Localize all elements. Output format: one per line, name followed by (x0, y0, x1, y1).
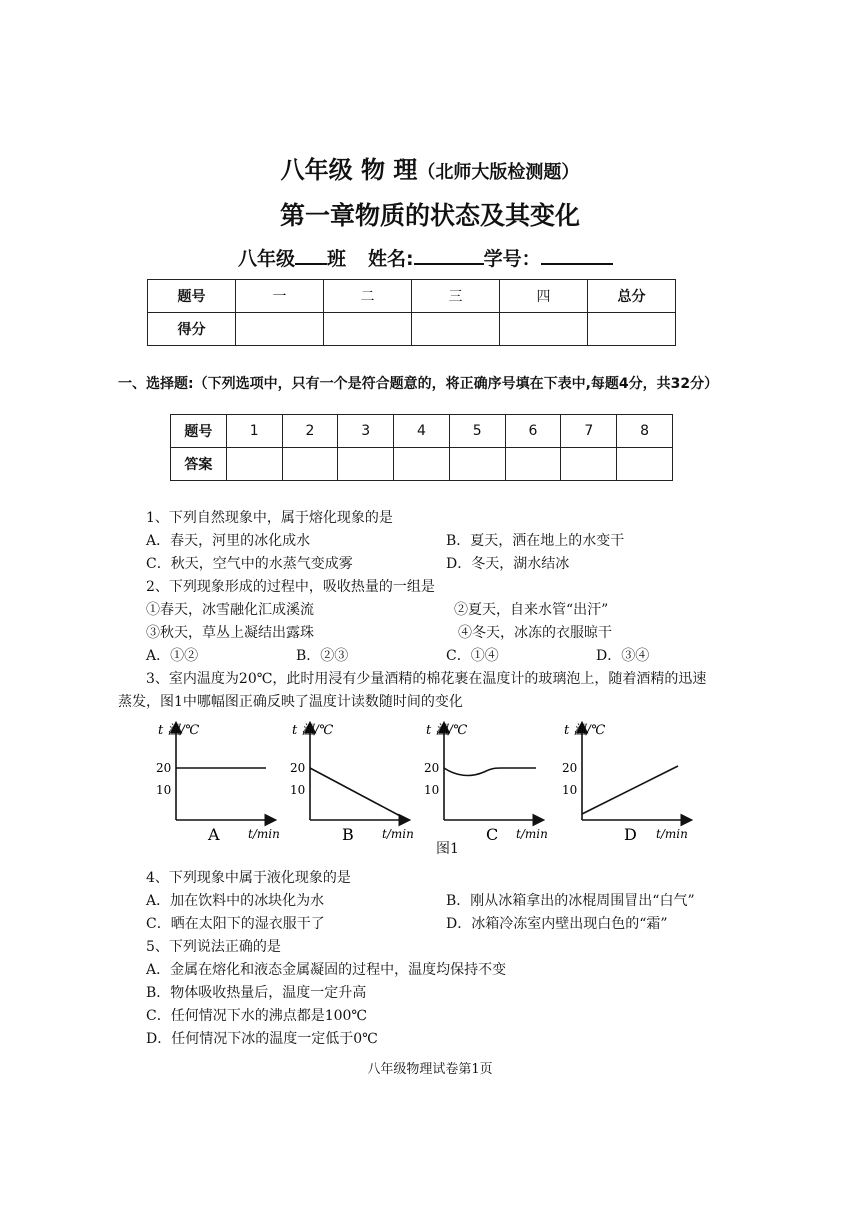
q5-stem: 5、下列说法正确的是 (146, 939, 281, 955)
panel-label-b: B (342, 825, 354, 844)
figure-caption: 图1 (436, 841, 459, 857)
score-table-header-cell: 一 (236, 280, 324, 313)
figure-1-temperature-graphs (150, 714, 710, 844)
q2-statement-4: ④冬天，冰冻的衣服晾干 (458, 625, 612, 641)
score-cell[interactable] (324, 313, 412, 346)
graph-panel-d (562, 723, 690, 844)
q1-option-b: B．夏天，洒在地上的水变干 (446, 533, 625, 549)
score-cell[interactable] (500, 313, 588, 346)
page-title (0, 150, 860, 185)
score-cell[interactable] (412, 313, 500, 346)
tick-label-10: 10 (290, 783, 306, 797)
section-heading: 一、选择题:（下列选项中，只有一个是符合题意的，将正确序号填在下表中,每题4分，共32分） (118, 376, 719, 392)
answer-table (170, 414, 673, 481)
answer-cell[interactable] (505, 448, 561, 481)
q2-option-a: A．①② (146, 648, 199, 664)
y-axis-label: t 温/℃ (564, 723, 606, 738)
y-axis-label: t 温/℃ (292, 723, 334, 738)
chapter-title: 第一章物质的状态及其变化 (279, 201, 580, 230)
score-table-header-cell: 总分 (588, 280, 676, 313)
panel-label-a: A (208, 825, 220, 844)
answer-table-header-cell: 4 (394, 415, 450, 448)
q5-option-b: B．物体吸收热量后，温度一定升高 (146, 985, 367, 1001)
q4-option-d: D．冰箱冷冻室内壁出现白色的“霜” (446, 916, 668, 932)
answer-row-label: 答案 (171, 448, 227, 481)
answer-cell[interactable] (394, 448, 450, 481)
q2-option-b: B．②③ (296, 648, 349, 664)
x-axis-label: t/min (656, 827, 688, 841)
x-axis-label: t/min (382, 827, 414, 841)
answer-table-header-cell: 3 (338, 415, 394, 448)
grade-label: 八年级 (238, 248, 296, 270)
q2-statement-3: ③秋天，草丛上凝结出露珠 (146, 625, 314, 641)
score-table-header-cell: 题号 (148, 280, 236, 313)
name-blank[interactable] (414, 245, 484, 265)
student-info-line (238, 244, 613, 271)
class-label: 班 (327, 248, 347, 270)
tick-label-10: 10 (424, 783, 440, 797)
answer-table-header-cell: 1 (226, 415, 282, 448)
id-label: 学号： (483, 248, 541, 270)
score-cell[interactable] (588, 313, 676, 346)
score-table-header-cell: 三 (412, 280, 500, 313)
panel-label-c: C (486, 825, 499, 844)
score-table-header-cell: 二 (324, 280, 412, 313)
answer-cell[interactable] (561, 448, 617, 481)
answer-cell[interactable] (449, 448, 505, 481)
answer-table-header-cell: 5 (449, 415, 505, 448)
answer-cell[interactable] (226, 448, 282, 481)
answer-table-header-cell: 题号 (171, 415, 227, 448)
score-row-label: 得分 (148, 313, 236, 346)
page-footer: 八年级物理试卷第1页 (367, 1062, 493, 1077)
q3-line-1: 3、室内温度为20℃，此时用浸有少量酒精的棉花裹在温度计的玻璃泡上，随着酒精的迅速 (146, 671, 707, 687)
answer-cell[interactable] (617, 448, 673, 481)
q2-stem: 2、下列现象形成的过程中，吸收热量的一组是 (146, 579, 435, 595)
q1-option-d: D．冬天，湖水结冰 (446, 556, 570, 572)
answer-table-header-cell: 8 (617, 415, 673, 448)
tick-label-10: 10 (156, 783, 172, 797)
answer-table-header-cell: 2 (282, 415, 338, 448)
q2-option-c: C．①④ (446, 648, 499, 664)
answer-table-header-cell: 6 (505, 415, 561, 448)
q4-option-c: C．晒在太阳下的湿衣服干了 (146, 916, 325, 932)
tick-label-20: 20 (290, 761, 306, 775)
answer-cell[interactable] (282, 448, 338, 481)
answer-cell[interactable] (338, 448, 394, 481)
score-table (147, 279, 676, 346)
graph-panel-a (156, 723, 280, 844)
x-axis-label: t/min (516, 827, 548, 841)
q5-option-c: C．任何情况下水的沸点都是100℃ (146, 1008, 368, 1024)
q5-option-d: D．任何情况下冰的温度一定低于0℃ (146, 1031, 378, 1047)
q2-statement-2: ②夏天，自来水管“出汗” (454, 602, 609, 618)
q4-option-b: B．刚从冰箱拿出的冰棍周围冒出“白气” (446, 893, 695, 909)
q1-option-c: C．秋天，空气中的水蒸气变成雾 (146, 556, 353, 572)
answer-table-header-cell: 7 (561, 415, 617, 448)
panel-label-d: D (624, 825, 637, 844)
q1-stem: 1、下列自然现象中，属于熔化现象的是 (146, 510, 393, 526)
tick-label-20: 20 (562, 761, 578, 775)
y-axis-label: t 温/℃ (426, 723, 468, 738)
x-axis-label: t/min (248, 827, 280, 841)
q3-line-2: 蒸发，图1中哪幅图正确反映了温度计读数随时间的变化 (118, 694, 463, 710)
score-table-header-cell: 四 (500, 280, 588, 313)
tick-label-10: 10 (562, 783, 578, 797)
title-subtitle: （北师大版检测题） (417, 162, 580, 183)
class-blank[interactable] (295, 245, 327, 265)
graph-panel-c (424, 723, 548, 844)
title-main: 八年级 物 理 (280, 156, 418, 184)
q1-option-a: A．春天，河里的冰化成水 (146, 533, 311, 549)
name-label: 姓名: (368, 248, 414, 270)
graph-panel-b (290, 723, 414, 844)
score-cell[interactable] (236, 313, 324, 346)
id-blank[interactable] (541, 245, 613, 265)
q4-stem: 4、下列现象中属于液化现象的是 (146, 870, 351, 886)
y-axis-label: t 温/℃ (158, 723, 200, 738)
tick-label-20: 20 (156, 761, 172, 775)
q4-option-a: A．加在饮料中的冰块化为水 (146, 893, 325, 909)
q2-option-d: D．③④ (596, 648, 650, 664)
q2-statement-1: ①春天，冰雪融化汇成溪流 (146, 602, 314, 618)
tick-label-20: 20 (424, 761, 440, 775)
q5-option-a: A．金属在熔化和液态金属凝固的过程中，温度均保持不变 (146, 962, 507, 978)
